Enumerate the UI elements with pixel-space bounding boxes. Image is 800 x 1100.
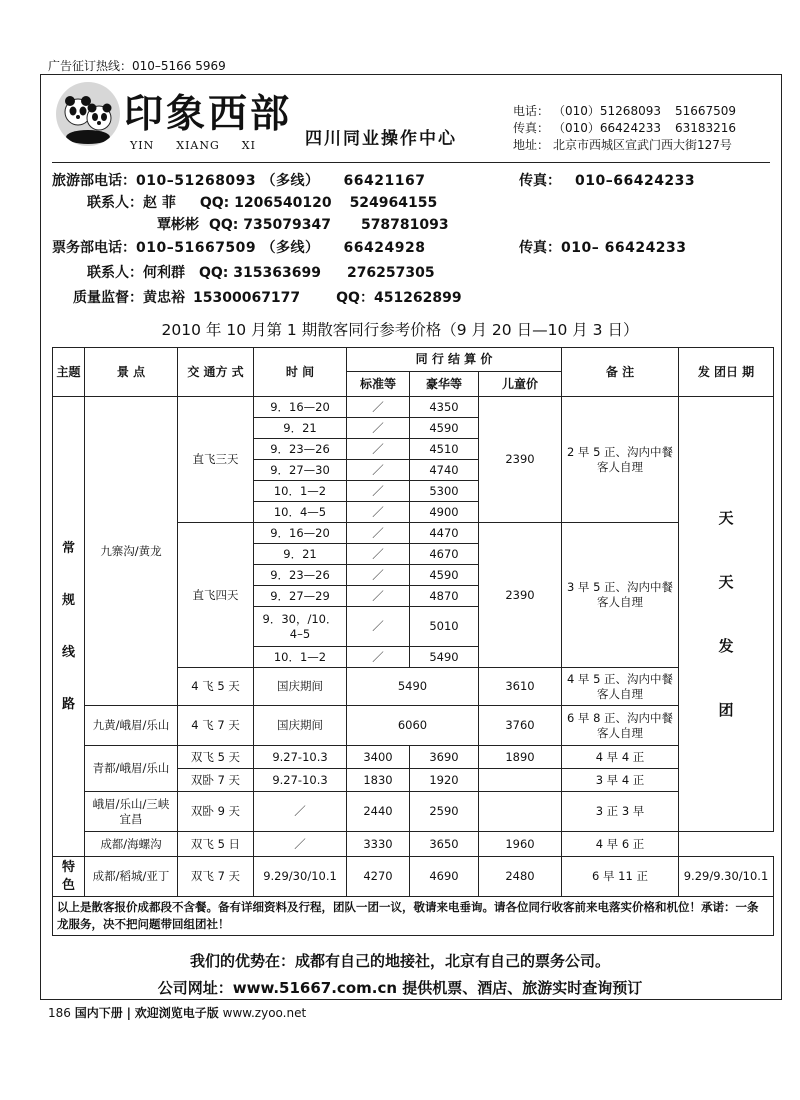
time-cell: ／ [254, 832, 347, 857]
std-cell: ／ [347, 647, 410, 668]
panda-logo-icon [56, 82, 120, 146]
remark-cell: 3 早 4 正 [562, 769, 679, 792]
quality-line [73, 287, 462, 307]
footer-separator: | [126, 1006, 131, 1020]
price-cell: 6060 [347, 706, 479, 746]
lux-cell: 4590 [410, 418, 479, 439]
footer-promo: 欢迎浏览电子版 [134, 1006, 219, 1020]
tour-dept-phone: 010–51268093 （多线） [136, 173, 320, 189]
contact-2-qq: QQ: 735079347 [209, 217, 331, 233]
remark-cell: 4 早 5 正、沟内中餐客人自理 [562, 668, 679, 706]
header-spot: 景 点 [85, 348, 178, 397]
child-cell: 2390 [479, 397, 562, 523]
std-cell: 4270 [347, 857, 410, 897]
remark-cell: 3 正 3 早 [562, 792, 679, 832]
child-cell: 1960 [479, 832, 562, 857]
tour-fax-label: 传真： [519, 173, 561, 189]
std-cell: ／ [347, 586, 410, 607]
lux-cell: 4350 [410, 397, 479, 418]
contact-2-qq-2: 578781093 [360, 217, 449, 233]
spot-cell: 成都/稻城/亚丁 [85, 857, 178, 897]
ticket-dept-line [52, 237, 425, 257]
header-remark: 备 注 [562, 348, 679, 397]
time-cell: 国庆期间 [254, 668, 347, 706]
std-cell: ／ [347, 523, 410, 544]
time-cell: 9．30，/10．4–5 [254, 607, 347, 647]
phone-value-2: 51667509 [674, 104, 737, 118]
remark-cell: 2 早 5 正、沟内中餐客人自理 [562, 397, 679, 523]
header-transport: 交 通方 式 [178, 348, 254, 397]
transport-cell: 双飞 5 日 [178, 832, 254, 857]
fax-label: 传真： [513, 121, 550, 135]
logo-pinyin [130, 139, 278, 152]
ticket-fax-label: 传真： [519, 240, 561, 256]
ticket-contact-name: 何利群 [143, 265, 185, 281]
quality-name: 黄忠裕 [143, 290, 185, 306]
header-time: 时 间 [254, 348, 347, 397]
spot-cell: 九黄/峨眉/乐山 [85, 706, 178, 746]
logo-title: 印象西部 [124, 91, 293, 137]
child-cell: 1890 [479, 746, 562, 769]
depart-daily: 天 天 发 团 [679, 397, 774, 832]
tour-fax-value: 010–66424233 [575, 173, 696, 189]
child-cell: 3610 [479, 668, 562, 706]
tour-dept-label: 旅游部电话： [52, 173, 136, 189]
header-contact [513, 103, 736, 154]
table-row [53, 857, 774, 897]
header-settle-price: 同 行 结 算 价 [347, 348, 562, 372]
remark-cell: 4 早 4 正 [562, 746, 679, 769]
transport-cell: 4 飞 7 天 [178, 706, 254, 746]
header-child: 儿童价 [479, 372, 562, 397]
contact-1-name: 赵 菲 [143, 195, 176, 211]
transport-3day: 直飞三天 [178, 397, 254, 523]
table-note: 以上是散客报价成都段不含餐。备有详细资料及行程，团队一团一议，敬请来电垂询。请各位同行收客前来电落实价格和机位！承诺：一条龙服务，决不把问题带回组团社！ [53, 897, 774, 936]
child-cell: 3760 [479, 706, 562, 746]
tour-dept-phone-2: 66421167 [343, 173, 426, 189]
remark-cell: 6 早 8 正、沟内中餐客人自理 [562, 706, 679, 746]
contact-1-qq: QQ: 1206540120 [199, 195, 332, 211]
header-divider [52, 162, 770, 163]
time-cell: 9.27-10.3 [254, 746, 347, 769]
std-cell: 1830 [347, 769, 410, 792]
time-cell: 9．16—20 [254, 397, 347, 418]
lux-cell: 4470 [410, 523, 479, 544]
ticket-dept-phone-2: 66424928 [343, 240, 426, 256]
ad-hotline: 广告征订热线：010–5166 5969 [48, 59, 226, 73]
header-luxury: 豪华等 [410, 372, 479, 397]
child-cell [479, 769, 562, 792]
child-cell [479, 792, 562, 832]
spot-cell: 成都/海螺沟 [85, 832, 178, 857]
time-cell: 9.29/30/10.1 [254, 857, 347, 897]
advantage-text: 我们的优势在：成都有自己的地接社，北京有自己的票务公司。 [189, 952, 610, 970]
quality-qq: QQ：451262899 [336, 290, 462, 306]
std-cell: 3400 [347, 746, 410, 769]
phone-value: （010）51268093 [553, 104, 661, 118]
contact-2-name: 覃彬彬 [157, 217, 199, 233]
contact-1-qq-2: 524964155 [349, 195, 438, 211]
fax-value: （010）66424233 [553, 121, 661, 135]
ticket-contact-label: 联系人： [87, 265, 143, 281]
ticket-dept-phone: 010–51667509 （多线） [136, 240, 320, 256]
spot-jiuzhaigou: 九寨沟/黄龙 [85, 397, 178, 706]
lux-cell: 4510 [410, 439, 479, 460]
time-cell: 9．16—20 [254, 523, 347, 544]
time-cell: 9．23—26 [254, 439, 347, 460]
footer-url[interactable]: www.zyoo.net [222, 1006, 307, 1020]
spot-cell: 峨眉/乐山/三峡宜昌 [85, 792, 178, 832]
price-table [52, 347, 774, 936]
price-cell: 5490 [347, 668, 479, 706]
table-row [53, 832, 774, 857]
contact-line-2 [157, 214, 449, 234]
quality-phone: 15300067177 [193, 290, 301, 306]
std-cell: 3330 [347, 832, 410, 857]
ticket-dept-label: 票务部电话： [52, 240, 136, 256]
table-row [53, 746, 774, 769]
tour-fax-line [519, 170, 695, 190]
lux-cell: 4590 [410, 565, 479, 586]
table-row [53, 792, 774, 832]
transport-cell: 双飞 5 天 [178, 746, 254, 769]
address-label: 地址： [513, 138, 550, 152]
std-cell: ／ [347, 565, 410, 586]
pinyin-xiang: XIANG [176, 139, 220, 152]
lux-cell: 4870 [410, 586, 479, 607]
transport-cell: 双卧 7 天 [178, 769, 254, 792]
std-cell: ／ [347, 481, 410, 502]
spot-cell: 青都/峨眉/乐山 [85, 746, 178, 792]
table-header-row [53, 348, 774, 372]
time-cell: ／ [254, 792, 347, 832]
lux-cell: 4740 [410, 460, 479, 481]
tour-dept-line [52, 170, 425, 190]
quality-label: 质量监督： [73, 290, 143, 306]
lux-cell: 4670 [410, 544, 479, 565]
depart-cell: 9.29/9.30/10.1 [679, 857, 774, 897]
transport-cell: 双飞 7 天 [178, 857, 254, 897]
ticket-contact-qq: QQ: 315363699 [199, 265, 321, 281]
child-cell: 2480 [479, 857, 562, 897]
time-cell: 9.27-10.3 [254, 769, 347, 792]
header-standard: 标准等 [347, 372, 410, 397]
lux-cell: 5010 [410, 607, 479, 647]
time-cell: 9．21 [254, 418, 347, 439]
std-cell: ／ [347, 460, 410, 481]
time-cell: 9．27—30 [254, 460, 347, 481]
theme-regular: 常 规 线 路 [53, 397, 85, 857]
time-cell: 10．1—2 [254, 481, 347, 502]
remark-cell: 6 早 11 正 [562, 857, 679, 897]
header-depart: 发 团日 期 [679, 348, 774, 397]
std-cell: 2440 [347, 792, 410, 832]
transport-cell: 双卧 9 天 [178, 792, 254, 832]
header-theme: 主题 [53, 348, 85, 397]
phone-label: 电话： [513, 104, 550, 118]
lux-cell: 2590 [410, 792, 479, 832]
theme-special: 特 色 [53, 857, 85, 897]
std-cell: ／ [347, 397, 410, 418]
lux-cell: 5300 [410, 481, 479, 502]
remark-cell: 3 早 5 正、沟内中餐客人自理 [562, 523, 679, 668]
website-text: 公司网址：www.51667.com.cn 提供机票、酒店、旅游实时查询预订 [157, 979, 643, 997]
lux-cell: 3690 [410, 746, 479, 769]
lux-cell: 4690 [410, 857, 479, 897]
std-cell: ／ [347, 418, 410, 439]
std-cell: ／ [347, 544, 410, 565]
pinyin-yin: YIN [130, 139, 155, 152]
footer-section: 国内下册 [74, 1006, 123, 1020]
ticket-contact-qq-2: 276257305 [346, 265, 435, 281]
time-cell: 9．23—26 [254, 565, 347, 586]
time-cell: 国庆期间 [254, 706, 347, 746]
ticket-fax-value: 010– 66424233 [561, 240, 687, 256]
transport-4day: 直飞四天 [178, 523, 254, 668]
ticket-fax-line [519, 237, 687, 257]
time-cell: 9．27—29 [254, 586, 347, 607]
lux-cell: 3650 [410, 832, 479, 857]
contact-line-1 [87, 192, 437, 212]
logo-subtitle: 四川同业操作中心 [305, 129, 457, 149]
fax-value-2: 63183216 [674, 121, 737, 135]
std-cell: ／ [347, 502, 410, 523]
lux-cell: 5490 [410, 647, 479, 668]
std-cell: ／ [347, 607, 410, 647]
time-cell: 10．4—5 [254, 502, 347, 523]
lux-cell: 1920 [410, 769, 479, 792]
period-title: 2010 年 10 月第 1 期散客同行参考价格（9 月 20 日—10 月 3 日） [161, 321, 639, 339]
contact-label: 联系人： [87, 195, 143, 211]
time-cell: 10．1—2 [254, 647, 347, 668]
page-footer [48, 1004, 306, 1021]
lux-cell: 4900 [410, 502, 479, 523]
child-cell: 2390 [479, 523, 562, 668]
table-note-row [53, 897, 774, 936]
page-number: 186 [48, 1006, 71, 1020]
remark-cell: 4 早 6 正 [562, 832, 679, 857]
table-row [53, 397, 774, 418]
ticket-contact-line [87, 262, 435, 282]
transport-cell: 4 飞 5 天 [178, 668, 254, 706]
table-row [53, 706, 774, 746]
address-value: 北京市西城区宣武门西大街127号 [553, 138, 732, 152]
pinyin-xi: XI [241, 139, 256, 152]
std-cell: ／ [347, 439, 410, 460]
time-cell: 9．21 [254, 544, 347, 565]
